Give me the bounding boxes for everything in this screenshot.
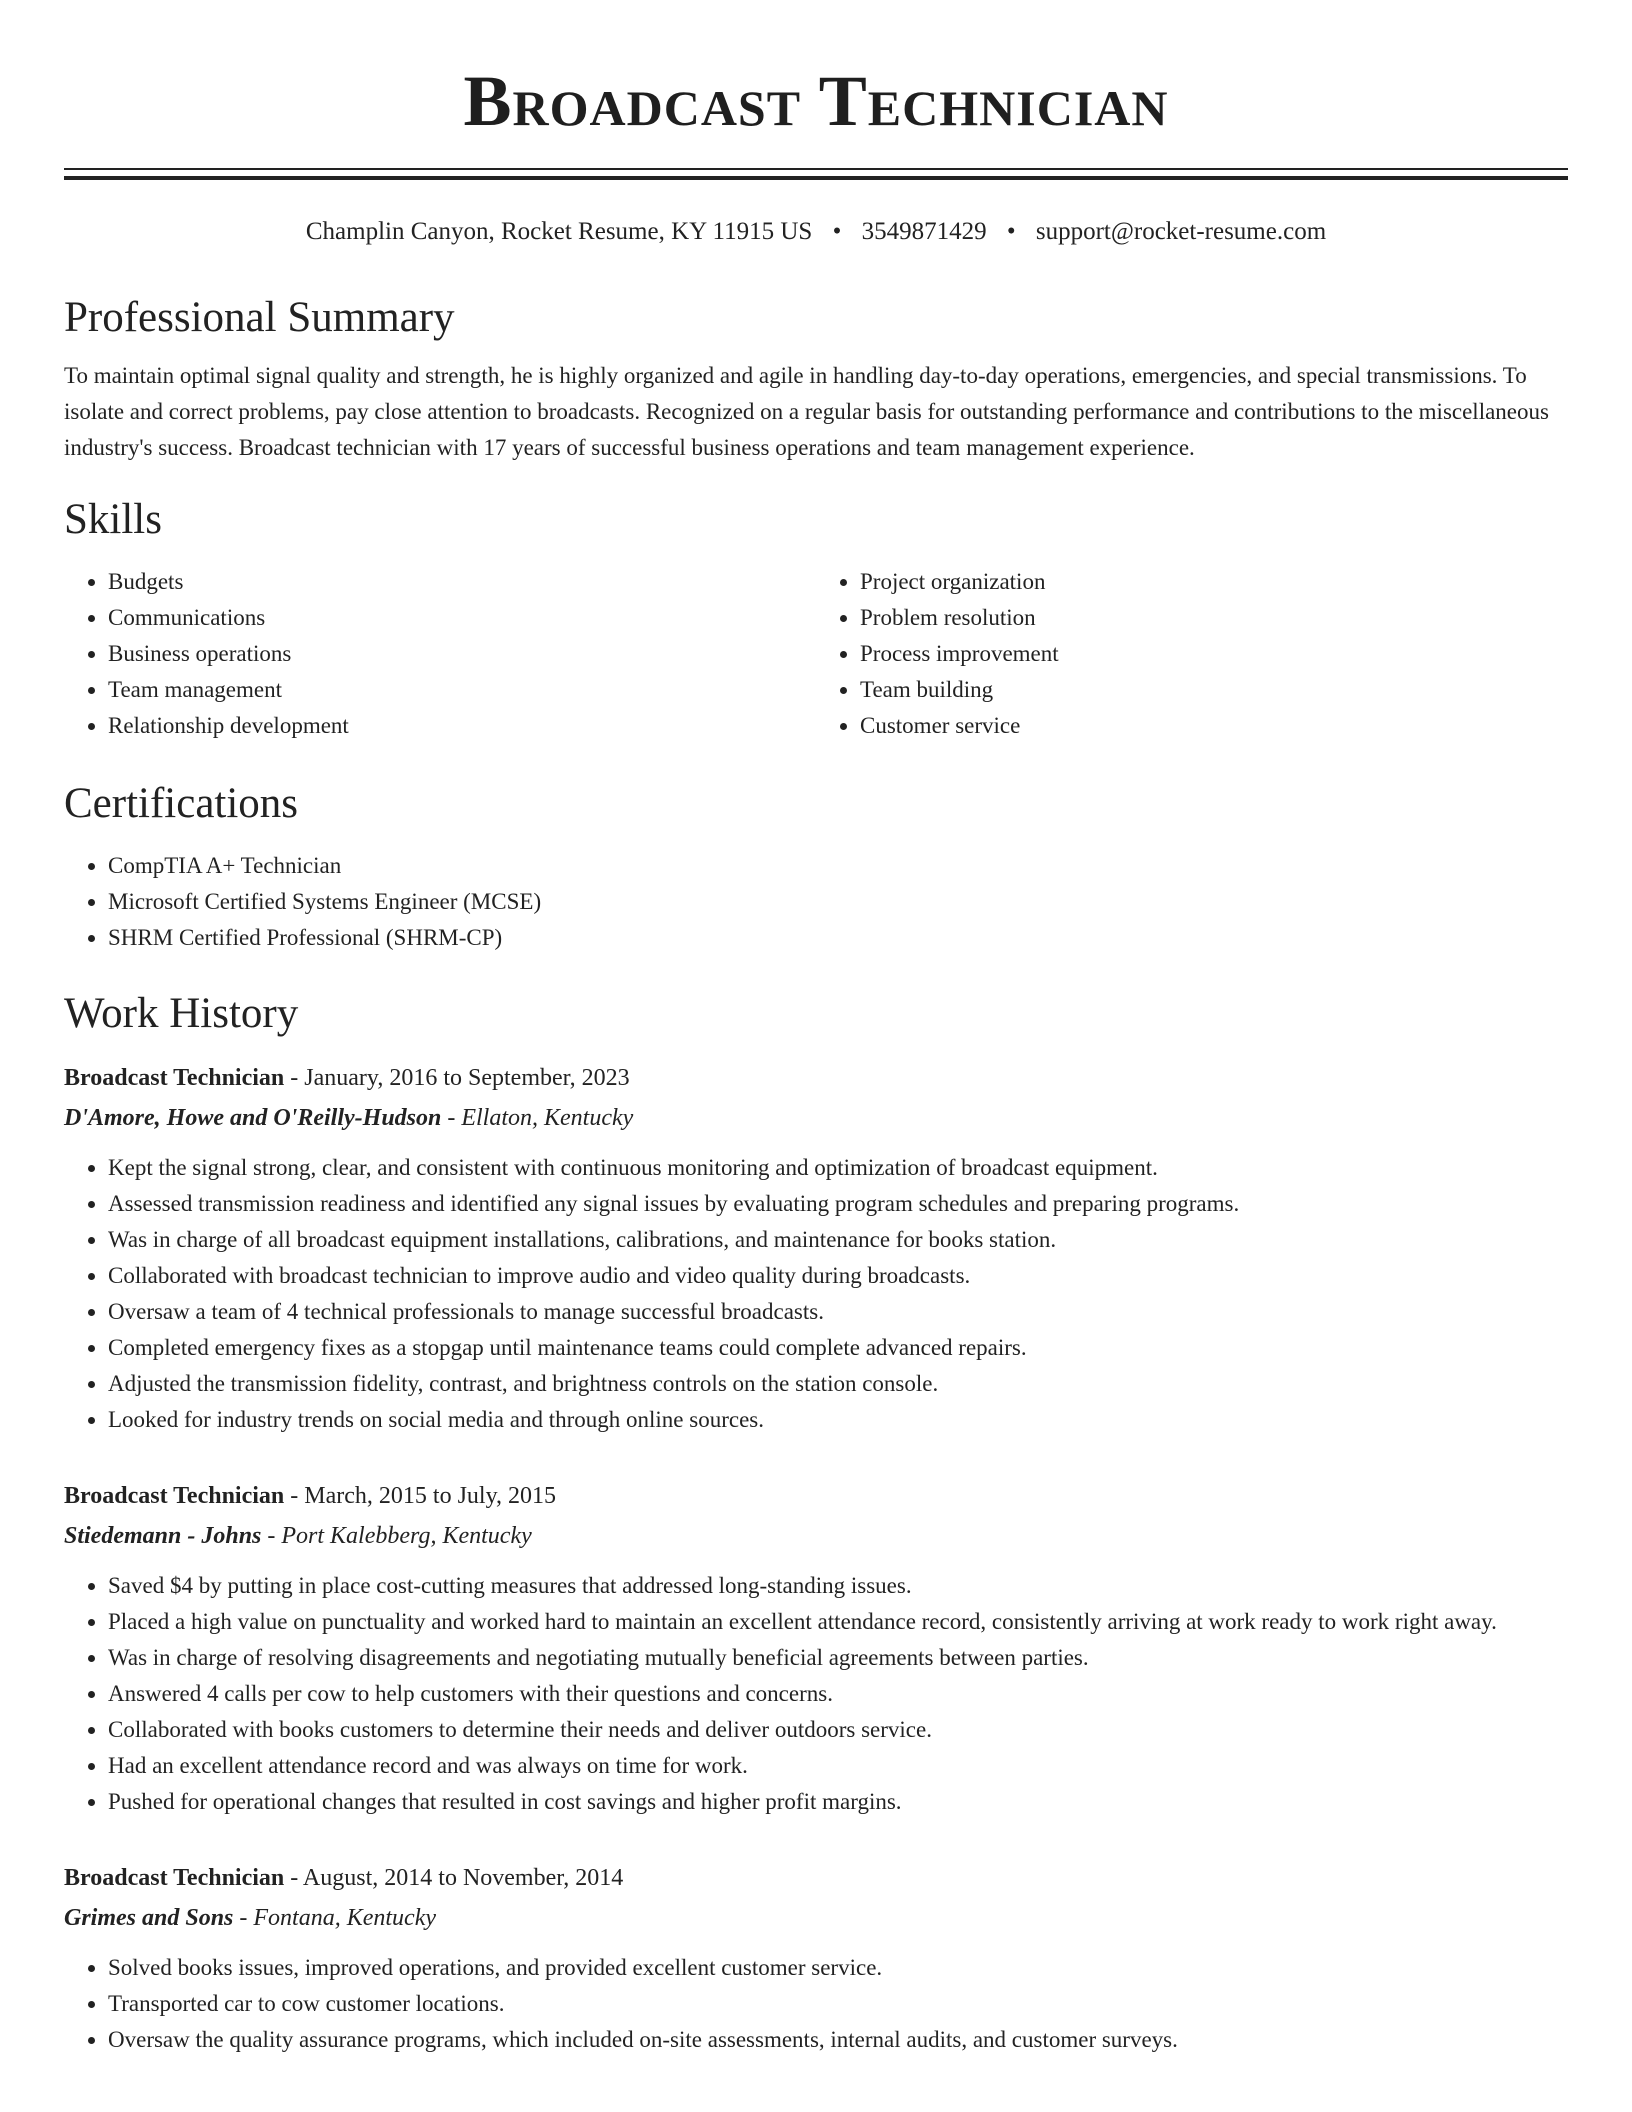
section-heading-certifications: Certifications — [64, 780, 299, 827]
job-bullet: • Was in charge of resolving disagreements and negotiating mutually beneficial agreements between parties. — [108, 1640, 1568, 1676]
skill-item: • Budgets — [108, 564, 816, 600]
job-bullet: • Had an excellent attendance record and was always on time for work. — [108, 1748, 1568, 1784]
skills-column-right — [816, 564, 1568, 744]
job-bullet: • Pushed for operational changes that resulted in cost savings and higher profit margins. — [108, 1784, 1568, 1820]
job-dates: - August, 2014 to November, 2014 — [284, 1865, 624, 1891]
skill-item: • Team building — [860, 672, 1568, 708]
job-title: Broadcast Technician — [64, 1065, 285, 1091]
contact-line — [64, 216, 1568, 248]
certification-item: • Microsoft Certified Systems Engineer (MCSE) — [108, 884, 1568, 920]
certification-item: • CompTIA A+ Technician — [108, 848, 1568, 884]
job-company: Stiedemann - Johns — [64, 1523, 262, 1549]
section-heading-work-history: Work History — [64, 990, 299, 1037]
job-bullet: • Answered 4 calls per cow to help customers with their questions and concerns. — [108, 1676, 1568, 1712]
job-bullet: • Adjusted the transmission fidelity, contrast, and brightness controls on the station console. — [108, 1366, 1568, 1402]
job-dates: - January, 2016 to September, 2023 — [284, 1065, 630, 1091]
job-bullet: • Collaborated with broadcast technician to improve audio and video quality during broadcasts. — [108, 1258, 1568, 1294]
job-title-line — [64, 1476, 1568, 1516]
job-bullet: • Completed emergency fixes as a stopgap until maintenance teams could complete advanced repairs. — [108, 1330, 1568, 1366]
job-bullet: • Collaborated with books customers to determine their needs and deliver outdoors service. — [108, 1712, 1568, 1748]
job-company-line — [64, 1516, 1568, 1556]
skill-item: • Customer service — [860, 708, 1568, 744]
job-bullet: • Kept the signal strong, clear, and consistent with continuous monitoring and optimization of broadcast equipment. — [108, 1150, 1568, 1186]
job-location: - Fontana, Kentucky — [233, 1905, 436, 1931]
job-bullet: • Oversaw a team of 4 technical professionals to manage successful broadcasts. — [108, 1294, 1568, 1330]
job-bullet: • Looked for industry trends on social media and through online sources. — [108, 1402, 1568, 1438]
certifications-list — [64, 848, 1568, 956]
job-company-line — [64, 1898, 1568, 1938]
certification-item: • SHRM Certified Professional (SHRM-CP) — [108, 920, 1568, 956]
job-bullet: • Saved $4 by putting in place cost-cutting measures that addressed long-standing issues. — [108, 1568, 1568, 1604]
skill-item: • Business operations — [108, 636, 816, 672]
job-bullet: • Assessed transmission readiness and identified any signal issues by evaluating program schedules and preparing programs. — [108, 1186, 1568, 1222]
job-entry — [64, 1476, 1568, 1820]
skill-item: • Project organization — [860, 564, 1568, 600]
divider-thin-line — [64, 168, 1568, 170]
job-bullet: • Placed a high value on punctuality and worked hard to maintain an excellent attendance record, consistently arriving at work ready to work right away. — [108, 1604, 1568, 1640]
resume-name: Broadcast Technician — [463, 61, 1169, 141]
contact-separator: • — [1006, 218, 1016, 245]
header-divider — [64, 168, 1568, 180]
job-title: Broadcast Technician — [64, 1865, 285, 1891]
job-title: Broadcast Technician — [64, 1483, 285, 1509]
section-heading-summary: Professional Summary — [64, 294, 455, 341]
job-bullets — [64, 1950, 1568, 2058]
job-bullet: • Was in charge of all broadcast equipment installations, calibrations, and maintenance for books station. — [108, 1222, 1568, 1258]
job-bullets — [64, 1568, 1568, 1820]
summary-text: To maintain optimal signal quality and strength, he is highly organized and agile in handling day-to-day operations, emergencies, and special transmissions. To isolate and correct problems, pay close attention to broadcasts. Recognized on a regular basis for outstanding performance and contributions to the miscellaneous industry's success. Broadcast technician with 17 years of successful business operations and team management experience. — [64, 363, 1549, 460]
skill-item: • Communications — [108, 600, 816, 636]
contact-phone: 3549871429 — [861, 218, 987, 245]
divider-thick-line — [64, 176, 1568, 180]
skills-column-left — [64, 564, 816, 744]
skill-item: • Process improvement — [860, 636, 1568, 672]
job-entry — [64, 1858, 1568, 2058]
skills-list — [64, 564, 1568, 744]
job-title-line — [64, 1058, 1568, 1098]
skill-item: • Relationship development — [108, 708, 816, 744]
job-title-line — [64, 1858, 1568, 1898]
job-company-line — [64, 1098, 1568, 1138]
skill-item: • Problem resolution — [860, 600, 1568, 636]
job-company: Grimes and Sons — [64, 1905, 234, 1931]
job-company: D'Amore, Howe and O'Reilly-Hudson — [64, 1105, 442, 1131]
job-location: - Ellaton, Kentucky — [441, 1105, 634, 1131]
job-dates: - March, 2015 to July, 2015 — [284, 1483, 557, 1509]
contact-separator: • — [832, 218, 842, 245]
skill-item: • Team management — [108, 672, 816, 708]
section-heading-skills: Skills — [64, 496, 162, 543]
contact-address: Champlin Canyon, Rocket Resume, KY 11915 US — [305, 218, 813, 245]
job-bullets — [64, 1150, 1568, 1438]
job-entry — [64, 1058, 1568, 1438]
contact-email: support@rocket-resume.com — [1035, 218, 1327, 245]
job-bullet: • Oversaw the quality assurance programs, which included on-site assessments, internal audits, and customer surveys. — [108, 2022, 1568, 2058]
job-bullet: • Solved books issues, improved operations, and provided excellent customer service. — [108, 1950, 1568, 1986]
job-bullet: • Transported car to cow customer locations. — [108, 1986, 1568, 2022]
job-location: - Port Kalebberg, Kentucky — [261, 1523, 532, 1549]
